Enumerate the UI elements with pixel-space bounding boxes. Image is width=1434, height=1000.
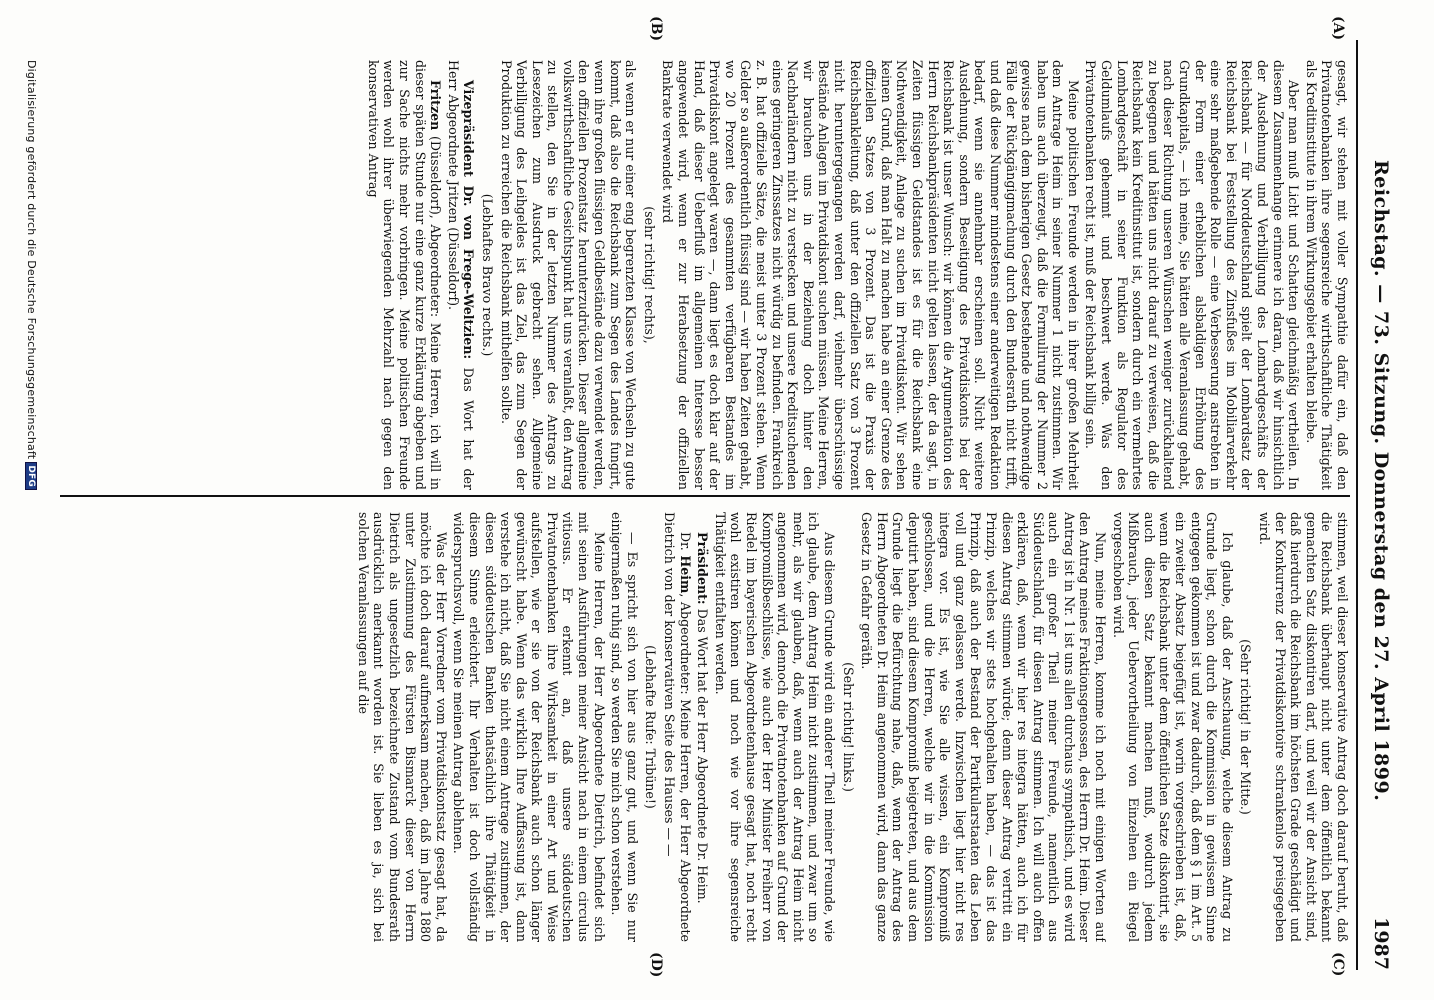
right-column-paragraph: — Es spricht sich von hier aus ganz gut, und wenn Sie nur einigermaßen ruhig sind, so werden Sie mich schon verstehen.: [609, 512, 640, 942]
right-column-paragraph: stimmen, weil dieser konservative Antrag doch darauf beruht, daß die Reichsbank überhaupt nicht unter dem öffentlich bekannt gemachten Satz diskontiren darf, und weil wir der Ansicht sind, daß hierdurch die Reichsbank im höchsten Grade geschädigt und der Konkurrenz der Privatdiskontoire schrankenlos preisgegeben wird.: [1257, 512, 1350, 942]
header-rule: [1356, 40, 1358, 970]
header-title: Reichstag. — 73. Sitzung. Donnerstag den 27. April 1899.: [1370, 160, 1392, 802]
credit-text: Digitalisierung gefördert durch die Deutsche Forschungsgemeinschaft: [25, 60, 38, 460]
right-column-interjection: (Sehr richtig! in der Mitte.): [1238, 639, 1254, 815]
dfg-logo: DFG: [25, 462, 37, 490]
margin-mark-a: (A): [1330, 16, 1346, 41]
left-column-paragraph: Meine politischen Freunde werden in ihrer großen Mehrheit dem Antrage Heim in seiner Nummer 1 nicht zustimmen. Wir haben uns auch überzeugt, daß die Formulirung der Nummer 2 gewisse nach dem bisherigen Gesetz bestehende und nothwendige Fälle der Rückgängigmachung durch den Bundesrath nicht trifft, und daß diese Nummer mindestens einer anderweitigen Redaktion bedarf, wenn sie annehmbar erscheinen soll. Nicht weitere Ausdehnung, sondern Beseitigung des Privatdiskonts bei der Reichsbank ist unser Wunsch: wir können die Argumentation des Herrn Reichsbankpräsidenten nicht gelten lassen, der da sagt, in Zeiten flüssigen Geldstandes ist es für die Reichsbank eine Nothwendigkeit, Anlage zu suchen im Privatdiskont. Wir sehen keinen Grund, daß man Halt zu machen habe an einer Grenze des offiziellen Satzes von 3 Prozent. Das ist die Praxis der Reichsbankleitung, daß unter den offiziellen Satz von 3 Prozent nicht heruntergegangen werden darf, vielmehr überschüssige Bestände Anlagen im Privatdiskont suchen müssen. Meine Herren, wir brauchen uns in der Beziehung doch hinter den Nachbarländern nicht zu verstecken und unsere Kreditsuchenden eines geringeren Zinssatzes nicht würdig zu befinden. Frankreich z. B. hat offizielle Sätze, die meist unter 3 Prozent stehen. Wenn Gelder so außerordentlich flüssig sind — wir haben Zeiten gehabt, wo 20 Prozent des gesammten verfügbaren Bestandes im Privatdiskont angelegt waren —, dann liegt es doch klar auf der Hand, daß dieser Ueberfluß im allgemeinen Interesse besser angewendet wird, wenn er zur Herabsetzung der offiziellen Bankrate verwendet wird: [660, 60, 1081, 490]
margin-mark-c: (C): [1330, 952, 1346, 977]
left-column-paragraph: Aber man muß Licht und Schatten gleichmäßig vertheilen. In diesem Zusammenhange erinnere ich daran, daß wir hinsichtlich der Ausdehnung und Verbilligung des Lombardgeschäfts der Reichsbank — für Norddeutschland spielt der Lombardsatz der Reichsbank bei Feststellung des Zinsfußes im Mobiliarverkehr eine sehr maßgebende Rolle — eine Verbesserung anstrebten in der Form einer erheblichen alsbaldigen Erhöhung des Grundkapitals, — ich meine, Sie hätten alle Veranlassung gehabt, nach dieser Richtung unseren Wünschen weniger zurückhaltend zu begegnen und hätten uns nicht darauf zu verweisen, daß die Reichsbank kein Kreditinstitut ist, sondern durch ein vermehrtes Lombardgeschäft in seiner Funktion als Regulator des Geldumlaufs gehemmt und beschwert werde. Was den Privatnotenbanken recht ist, muß der Reichsbank billig sein.: [1083, 60, 1302, 490]
right-column-paragraph: Was der Herr Vorredner vom Privatdiskontsatz gesagt hat, da möchte ich doch darauf aufmerksam machen, daß im Jahre 1880 unter Zustimmung des Fürsten Bismarck dieser von Herrn Dietrich als ungesetzlich bezeichnete Zustand vom Bundesrath ausdrücklich anerkannt worden ist. Sie lieben es ja, sich bei solchen Veranlassungen auf die: [355, 512, 449, 942]
left-column-paragraph: gesagt, wir stehen mit voller Sympathie dafür ein, daß den Privatnotenbanken ihre segensreiche wirthschaftliche Thätigkeit als Kreditinstitute in ihrem Wirkungsgebiet erhalten bleibe.: [1303, 60, 1350, 490]
digitization-credit: [25, 60, 38, 490]
right-column-paragraph: Aus diesem Grunde wird ein anderer Theil meiner Freunde, wie ich glaube, dem Antrag Heim nicht zustimmen, und zwar um so mehr, als wir glauben, daß, wenn auch der Antrag Heim nicht angenommen wird, dennoch die Privatnotenbanken auf Grund der Kompromißbeschlüsse, wie auch der Herr Minister Freiherr von Riedel im bayerischen Abgeordnetenhause gesagt hat, noch recht wohl existiren können und noch wie vor ihre segensreiche Thätigkeit entfalten werden.: [712, 512, 837, 942]
right-text-column: [60, 512, 1350, 942]
right-column-paragraph: Ich glaube, daß der Anschauung, welche diesem Antrag zu Grunde liegt, schon durch die Kommission in gewissem Sinne entgegen gekommen ist und zwar dadurch, daß dem § 1 im Art. 5 ein zweiter Absatz beigefügt ist, worin vorgeschrieben ist, daß, wenn die Reichsbank unter dem öffentlichen Satze diskontirt, sie auch diesen Satz bekannt machen muß, wodurch jedem Mißbrauch, jeder Uebervortheilung von Einzelnen ein Riegel vorgeschoben wird.: [1110, 512, 1235, 942]
right-column-paragraph: Präsident: Das Wort hat der Herr Abgeordnete Dr. Heim.: [695, 532, 711, 904]
left-column-paragraph: als wenn er nur einer eng begrenzten Klasse von Wechseln zu gute kommt, daß also die Reichsbank zum Segen des Landes fungirt, wenn ihre großen flüssigen Geldbestände dazu verwendet werden, den offiziellen Prozentsatz herunterzudrücken. Dieser allgemeine volkswirthschaftliche Gesichtspunkt hat uns veranlaßt, den Antrag zu stellen, den Sie in der letzten Nummer des Antrags zu Lesezeichen zum Ausdruck gebracht sehen. Allgemeine Verbilligung des Leihgeldes ist das Ziel, das zum Segen der Produktion zu erreichen die Reichsbank mithelfen sollte.: [498, 60, 639, 490]
right-column-paragraph: Dr. Heim, Abgeordneter: Meine Herren, der Herr Abgeordnete Dietrich von der konservativen Seite des Hauses — —: [662, 512, 693, 942]
margin-mark-b: (B): [648, 16, 664, 42]
margin-mark-d: (D): [648, 952, 664, 978]
right-column-interjection: (Sehr richtig! links.): [840, 662, 856, 792]
page-number: 1987: [1370, 917, 1392, 970]
right-column-interjection: (Lebhafte Rufe: Tribüne!): [643, 645, 659, 809]
left-column-paragraph: Fritzen (Düsseldorf), Abgeordneter: Meine Herren, ich will in dieser späten Stunde nur eine ganz kurze Erklärung abgeben und zur Sache nichts mehr vorbringen. Meine politischen Freunde werden wohl ihrer überwiegenden Mehrzahl nach gegen den konservativen Antrag: [365, 60, 444, 490]
page-header: [1362, 40, 1392, 970]
column-divider: [60, 495, 1350, 497]
left-column-interjection: (sehr richtig! rechts),: [641, 206, 657, 344]
right-column-paragraph: Meine Herren, der Herr Abgeordnete Dietrich, befindet sich mit seinen Ausführungen meiner Ansicht nach in einem circulus vitiosus. Er erkennt an, daß unsere süddeutschen Privatnotenbanken ihre Wirksamkeit in einer Art und Weise aufstellen, wie er sie von der Reichsbank auch schon länger gewünscht habe. Wenn das wirklich Ihre Auffassung ist, dann verstehe ich nicht, daß Sie nicht einem Antrage zustimmen, der diesen süddeutschen Banken thatsächlich ihre Thätigkeit in diesem Sinne erleichtert. Ihr Verhalten ist doch vollständig widerspruchsvoll, wenn Sie meinen Antrag ablehnen.: [451, 512, 607, 942]
right-column-paragraph: Nun, meine Herren, komme ich noch mit einigen Worten auf den Antrag meines Fraktionsgenossen, des Herrn Dr. Heim. Dieser Antrag ist in Nr. 1 ist uns allen durchaus sympathisch, und es wird auch ein großer Theil meiner Freunde, namentlich aus Süddeutschland, für diesen Antrag stimmen. Ich will auch offen erklären, daß, wenn wir hier res integra hätten, auch ich für diesen Antrag stimmen würde; denn dieser Antrag vertritt ein Prinzip, welches wir stets hochgehalten haben, — das ist das Prinzip, daß auch der Bestand der Partikularstaaten das Leben voll und ganz gelassen werde. Inzwischen liegt hier nicht res integra vor. Es ist, wie Sie alle wissen, ein Kompromiß geschlossen, und die Herren, welche wir in die Kommission deputirt haben, sind diesem Kompromiß beigetreten, und aus dem Grunde liegt die Befürchtung nahe, daß, wenn der Antrag des Herrn Abgeordneten Dr. Heim angenommen wird, dann das ganze Gesetz in Gefahr geräth.: [859, 512, 1109, 942]
left-column-interjection: (Lebhaftes Bravo rechts.): [479, 193, 495, 357]
left-column-paragraph: Vizepräsident Dr. von Frege-Weltzien: Das Wort hat der Herr Abgeordnete Jritzen (Düsseldorf).: [445, 60, 477, 490]
left-text-column: [60, 60, 1350, 490]
